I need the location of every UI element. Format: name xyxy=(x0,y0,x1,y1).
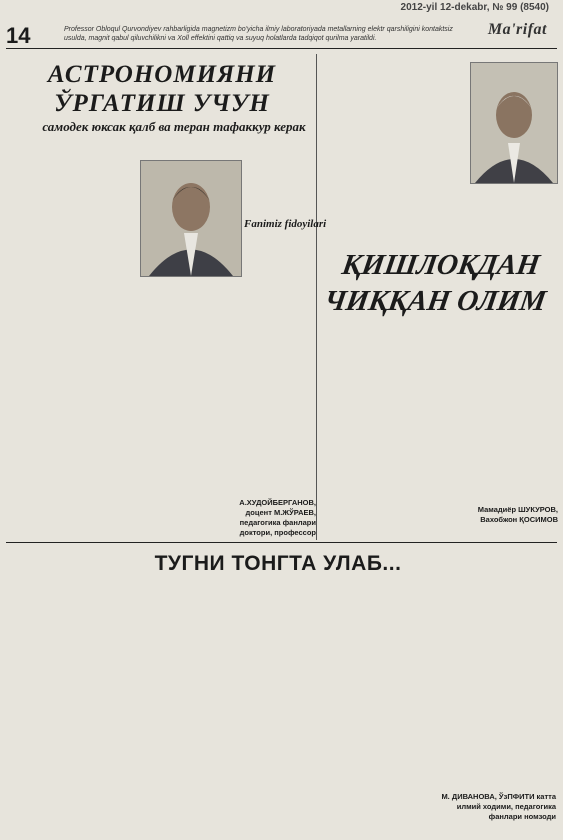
header-rule xyxy=(6,48,557,49)
astronomy-subheadline: самодек юксак қалб ва теран тафаккур керак xyxy=(42,119,306,134)
boundless-column-2 xyxy=(150,594,284,832)
boundless-intro-right xyxy=(410,548,556,588)
boundless-column-4 xyxy=(412,594,556,774)
boundless-headline: ТУГНИ ТОНГТА УЛАБ... xyxy=(154,552,402,575)
portrait-image xyxy=(141,161,241,276)
page-number: 14 xyxy=(6,23,31,48)
villager-headline: ҚИШЛОҚДАН ЧИҚҚАН ОЛИМ xyxy=(322,249,549,317)
astronomy-byline: А.ХУДОЙБЕРГАНОВ, доцент М.ЖЎРАЕВ, педагогика фанлари доктори, профессор xyxy=(239,498,316,537)
villager-column-4 xyxy=(322,330,398,530)
boundless-column-3 xyxy=(292,594,404,832)
header-slogan: Professor Obloqul Qurvondiyev rahbarligida magnetizm bo'yicha ilmiy laboratoriyada metallarning elektr qarshiligini kontaktsiz usulda, magnit qabul qiluvchilikni va Xoll effektini qattiq va suyuq holatlarda tadqiqot qurilma yaratildi. xyxy=(64,26,453,42)
rubric-label: Fanimiz fidoyilari xyxy=(244,218,327,230)
scientist-photo xyxy=(140,160,242,277)
astronomy-column-2 xyxy=(140,280,232,510)
portrait-image xyxy=(471,63,557,183)
section-rule xyxy=(6,542,557,543)
astronomy-column-1 xyxy=(8,150,132,530)
issue-date: 2012-yil 12-dekabr, № 99 (8540) xyxy=(400,2,549,13)
villager-column-2 xyxy=(402,56,466,232)
boundless-intro xyxy=(8,548,148,588)
boundless-byline: М. ДИВАНОВА, ЎзПФИТИ катта илмий ходими, педагогика фанлари номзоди xyxy=(441,792,556,821)
villager-column-5 xyxy=(402,330,478,530)
villager-byline: Мамадиёр ШУКУРОВ, Вахобжон ҚОСИМОВ xyxy=(477,505,558,524)
column-divider xyxy=(316,54,317,540)
astronomy-headline: АСТРОНОМИЯНИ ЎРГАТИШ УЧУН xyxy=(47,61,277,117)
astronomy-column-4 xyxy=(240,240,316,530)
villager-column-3 xyxy=(470,184,556,244)
villager-column-1 xyxy=(322,56,398,266)
professor-photo xyxy=(470,62,558,184)
astronomy-column-3 xyxy=(240,150,312,210)
boundless-column-1 xyxy=(8,594,142,832)
masthead-logo: Ma'rifat xyxy=(487,21,547,38)
villager-column-6 xyxy=(482,330,556,496)
